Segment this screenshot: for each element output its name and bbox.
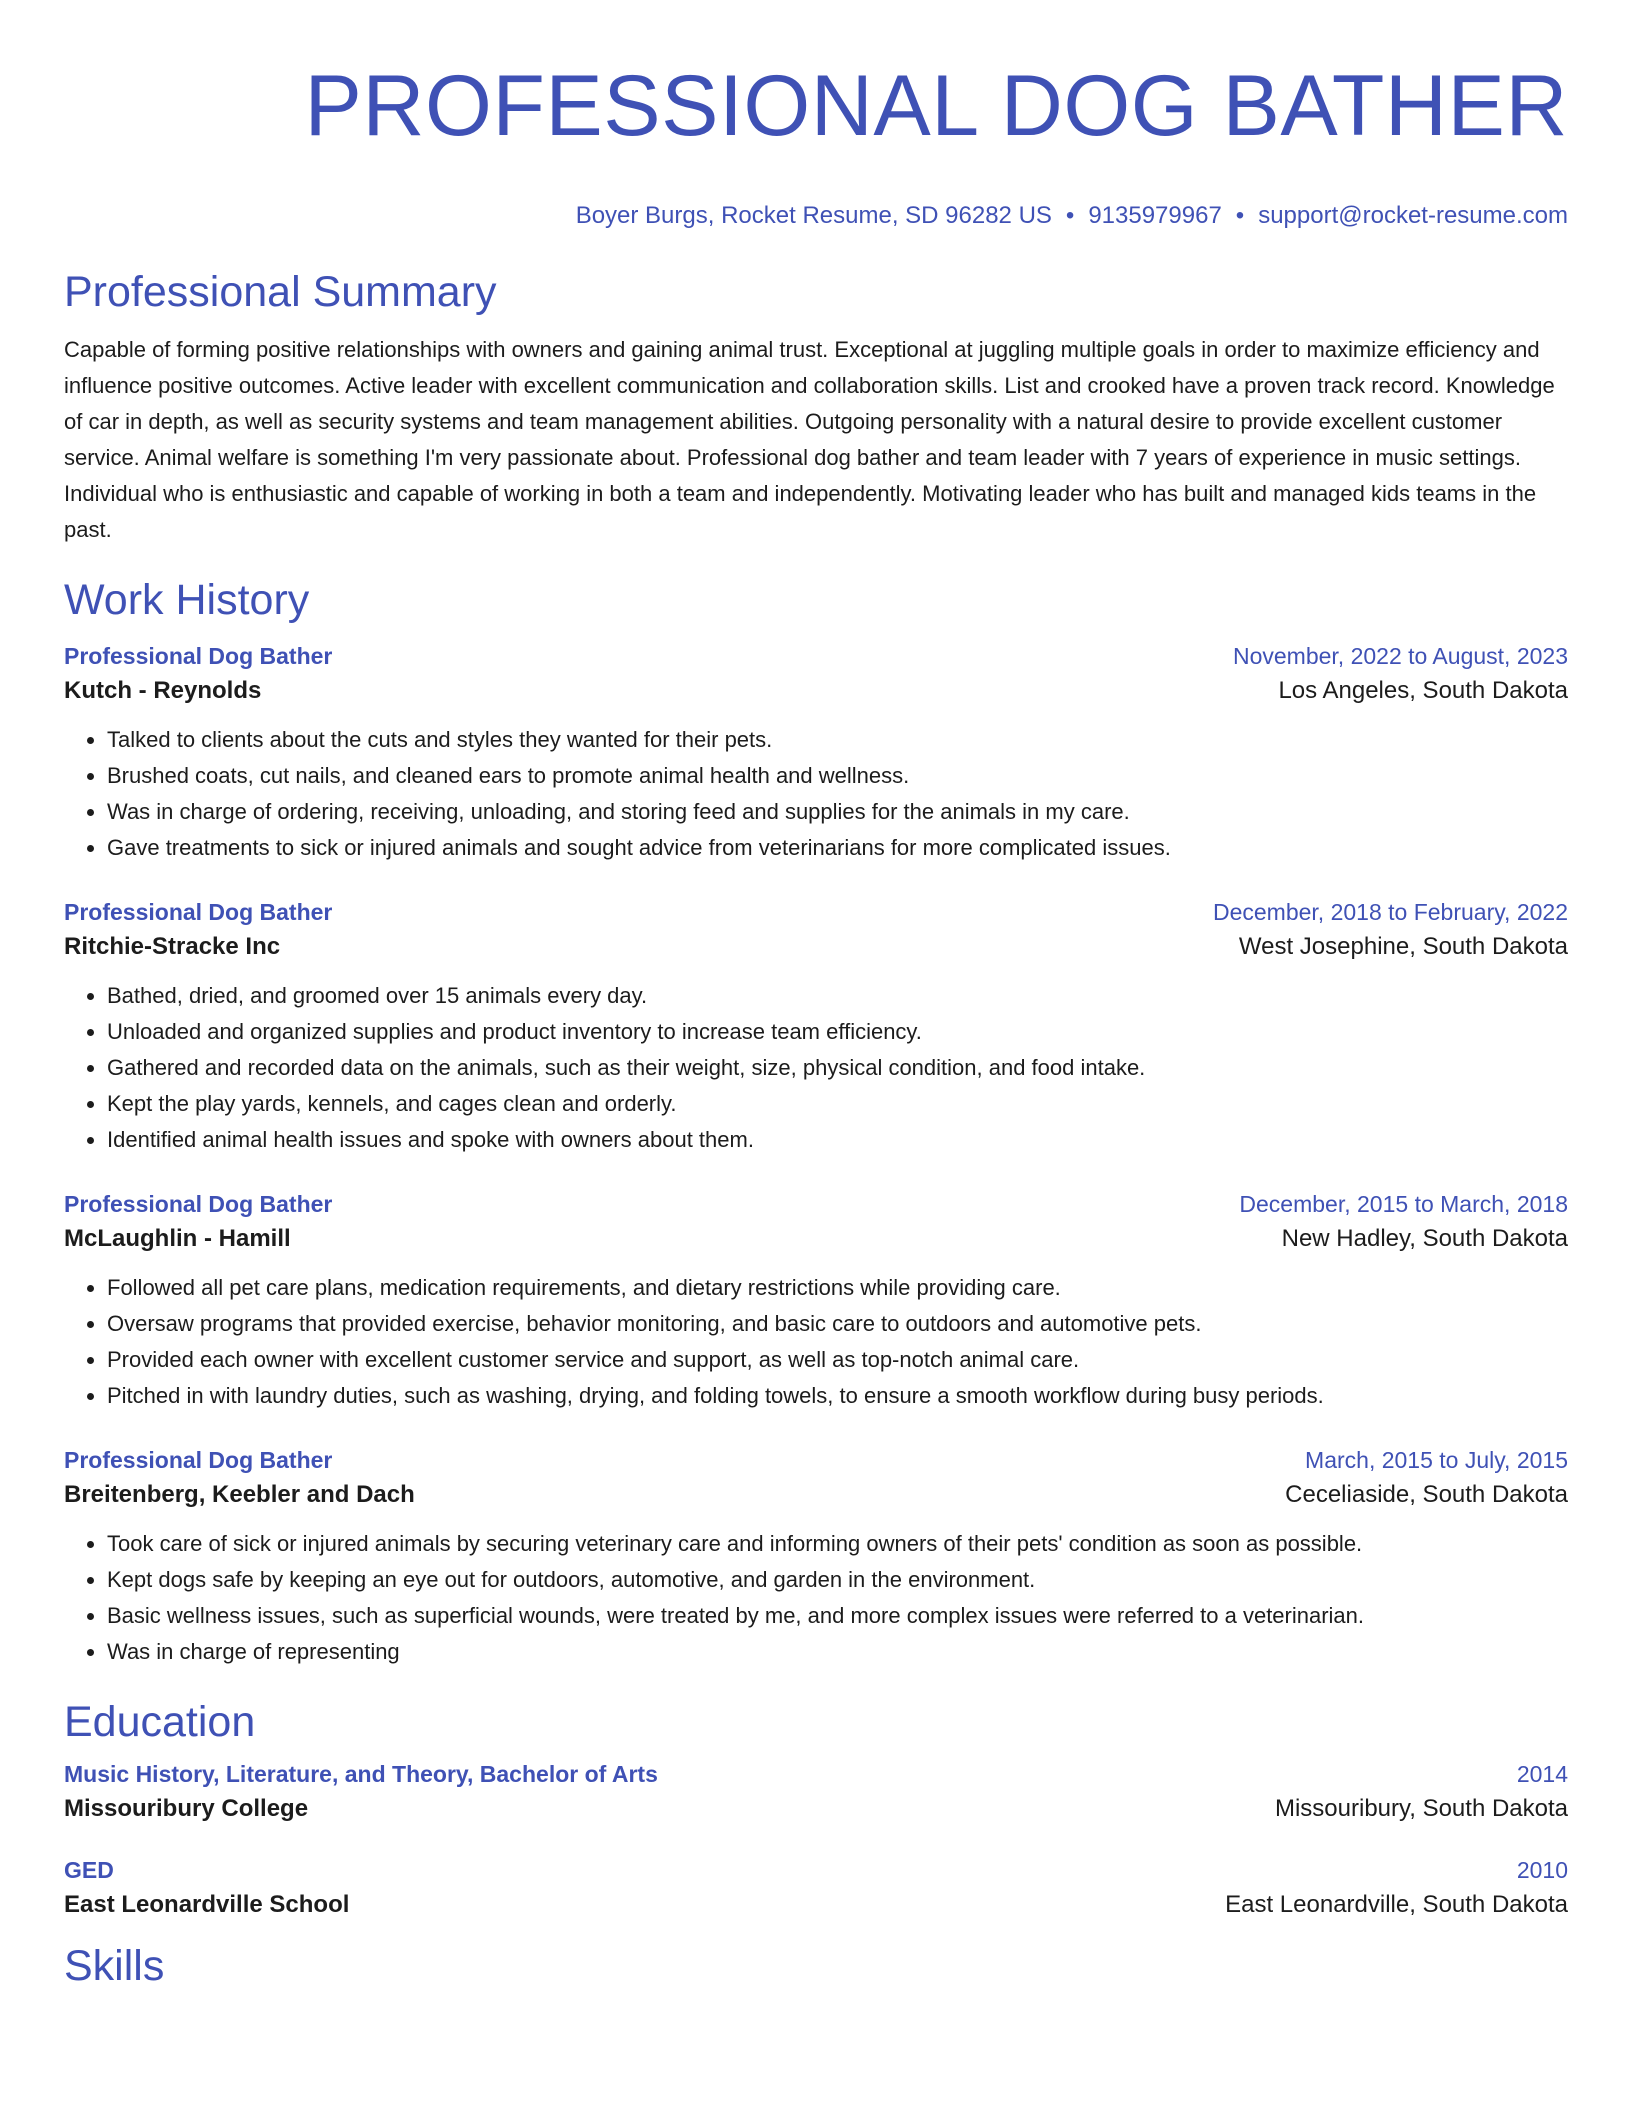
- job-duty: • Brushed coats, cut nails, and cleaned ears to promote animal health and wellness.: [107, 758, 1568, 794]
- job-duties: [64, 1526, 1568, 1670]
- job-dates: December, 2015 to March, 2018: [1239, 1191, 1568, 1217]
- education-location: Missouribury, South Dakota: [1274, 1795, 1568, 1822]
- education-year: 2014: [1516, 1761, 1568, 1787]
- job-duties: [64, 978, 1568, 1158]
- job-header: [64, 640, 1568, 672]
- job-employer: [64, 928, 1568, 966]
- contact-line: [64, 202, 1568, 230]
- education-institution: [64, 1790, 1568, 1828]
- skills-heading: Skills: [64, 1942, 165, 1990]
- job-duty: • Was in charge of representing: [107, 1634, 1568, 1670]
- education-institution: [64, 1886, 1568, 1924]
- job-duty: • Gave treatments to sick or injured animals and sought advice from veterinarians for more complicated issues.: [107, 830, 1568, 866]
- contact-separator: •: [1235, 202, 1245, 229]
- work-history-heading: Work History: [64, 576, 310, 624]
- job-entry: [64, 896, 1568, 1158]
- job-duties: [64, 1270, 1568, 1414]
- summary-heading: Professional Summary: [64, 268, 497, 316]
- job-title: Professional Dog Bather: [64, 899, 333, 925]
- education-degree: GED: [64, 1857, 114, 1883]
- job-title: Professional Dog Bather: [64, 643, 333, 669]
- job-employer: [64, 672, 1568, 710]
- job-header: [64, 1188, 1568, 1220]
- job-dates: December, 2018 to February, 2022: [1212, 899, 1568, 925]
- education-school: Missouribury College: [64, 1795, 309, 1822]
- education-school: East Leonardville School: [64, 1891, 350, 1918]
- job-company: McLaughlin - Hamill: [64, 1225, 291, 1252]
- education-heading: Education: [64, 1698, 256, 1746]
- job-header: [64, 1444, 1568, 1476]
- job-company: Breitenberg, Keebler and Dach: [64, 1481, 415, 1508]
- education-entry: [64, 1854, 1568, 1924]
- job-duty: • Identified animal health issues and spoke with owners about them.: [107, 1122, 1568, 1158]
- job-dates: March, 2015 to July, 2015: [1305, 1447, 1568, 1473]
- summary-text: Capable of forming positive relationships with owners and gaining animal trust. Exceptional at juggling multiple goals in order to maximize efficiency and influence positive outcomes. Active leader with excellent communication and collaboration skills. List and crooked have a proven track record. Knowledge of car in depth, as well as security systems and team management abilities. Outgoing personality with a natural desire to provide excellent customer service. Animal welfare is something I'm very passionate about. Professional dog bather and team leader with 7 years of experience in music settings. Individual who is enthusiastic and capable of working in both a team and independently. Motivating leader who has built and managed kids teams in the past.: [64, 337, 1555, 542]
- education-location: East Leonardville, South Dakota: [1225, 1891, 1568, 1918]
- education-degree: Music History, Literature, and Theory, Bachelor of Arts: [64, 1761, 658, 1787]
- job-duty: • Kept the play yards, kennels, and cages clean and orderly.: [107, 1086, 1568, 1122]
- job-employer: [64, 1220, 1568, 1258]
- job-duty: • Was in charge of ordering, receiving, unloading, and storing feed and supplies for the animals in my care.: [107, 794, 1568, 830]
- job-entry: [64, 1188, 1568, 1414]
- education-year: 2010: [1516, 1857, 1568, 1883]
- job-duty: • Oversaw programs that provided exercise, behavior monitoring, and basic care to outdoors and automotive pets.: [107, 1306, 1568, 1342]
- contact-email: support@rocket-resume.com: [1258, 202, 1568, 229]
- job-duty: • Kept dogs safe by keeping an eye out for outdoors, automotive, and garden in the environment.: [107, 1562, 1568, 1598]
- job-duty: • Talked to clients about the cuts and styles they wanted for their pets.: [107, 722, 1568, 758]
- job-entry: [64, 640, 1568, 866]
- contact-separator: •: [1065, 202, 1075, 229]
- job-location: Los Angeles, South Dakota: [1278, 677, 1568, 704]
- job-header: [64, 896, 1568, 928]
- job-duty: • Unloaded and organized supplies and product inventory to increase team efficiency.: [107, 1014, 1568, 1050]
- job-company: Kutch - Reynolds: [64, 677, 262, 704]
- job-location: Ceceliaside, South Dakota: [1285, 1481, 1568, 1508]
- job-dates: November, 2022 to August, 2023: [1232, 643, 1568, 669]
- job-duties: [64, 722, 1568, 866]
- job-employer: [64, 1476, 1568, 1514]
- job-duty: • Bathed, dried, and groomed over 15 animals every day.: [107, 978, 1568, 1014]
- job-title: Professional Dog Bather: [64, 1447, 333, 1473]
- candidate-name: PROFESSIONAL DOG BATHER: [304, 58, 1568, 154]
- contact-phone: 9135979967: [1088, 202, 1222, 229]
- job-entry: [64, 1444, 1568, 1670]
- job-location: New Hadley, South Dakota: [1281, 1225, 1568, 1252]
- education-header: [64, 1758, 1568, 1790]
- job-duty: • Basic wellness issues, such as superficial wounds, were treated by me, and more complex issues were referred to a veterinarian.: [107, 1598, 1568, 1634]
- job-duty: • Gathered and recorded data on the animals, such as their weight, size, physical condition, and food intake.: [107, 1050, 1568, 1086]
- job-duty: • Provided each owner with excellent customer service and support, as well as top-notch animal care.: [107, 1342, 1568, 1378]
- job-company: Ritchie-Stracke Inc: [64, 933, 281, 960]
- job-title: Professional Dog Bather: [64, 1191, 333, 1217]
- contact-address: Boyer Burgs, Rocket Resume, SD 96282 US: [575, 202, 1052, 229]
- job-duty: • Took care of sick or injured animals by securing veterinary care and informing owners of their pets' condition as soon as possible.: [107, 1526, 1568, 1562]
- education-header: [64, 1854, 1568, 1886]
- job-duty: • Followed all pet care plans, medication requirements, and dietary restrictions while providing care.: [107, 1270, 1568, 1306]
- job-location: West Josephine, South Dakota: [1238, 933, 1568, 960]
- job-duty: • Pitched in with laundry duties, such as washing, drying, and folding towels, to ensure a smooth workflow during busy periods.: [107, 1378, 1568, 1414]
- education-entry: [64, 1758, 1568, 1828]
